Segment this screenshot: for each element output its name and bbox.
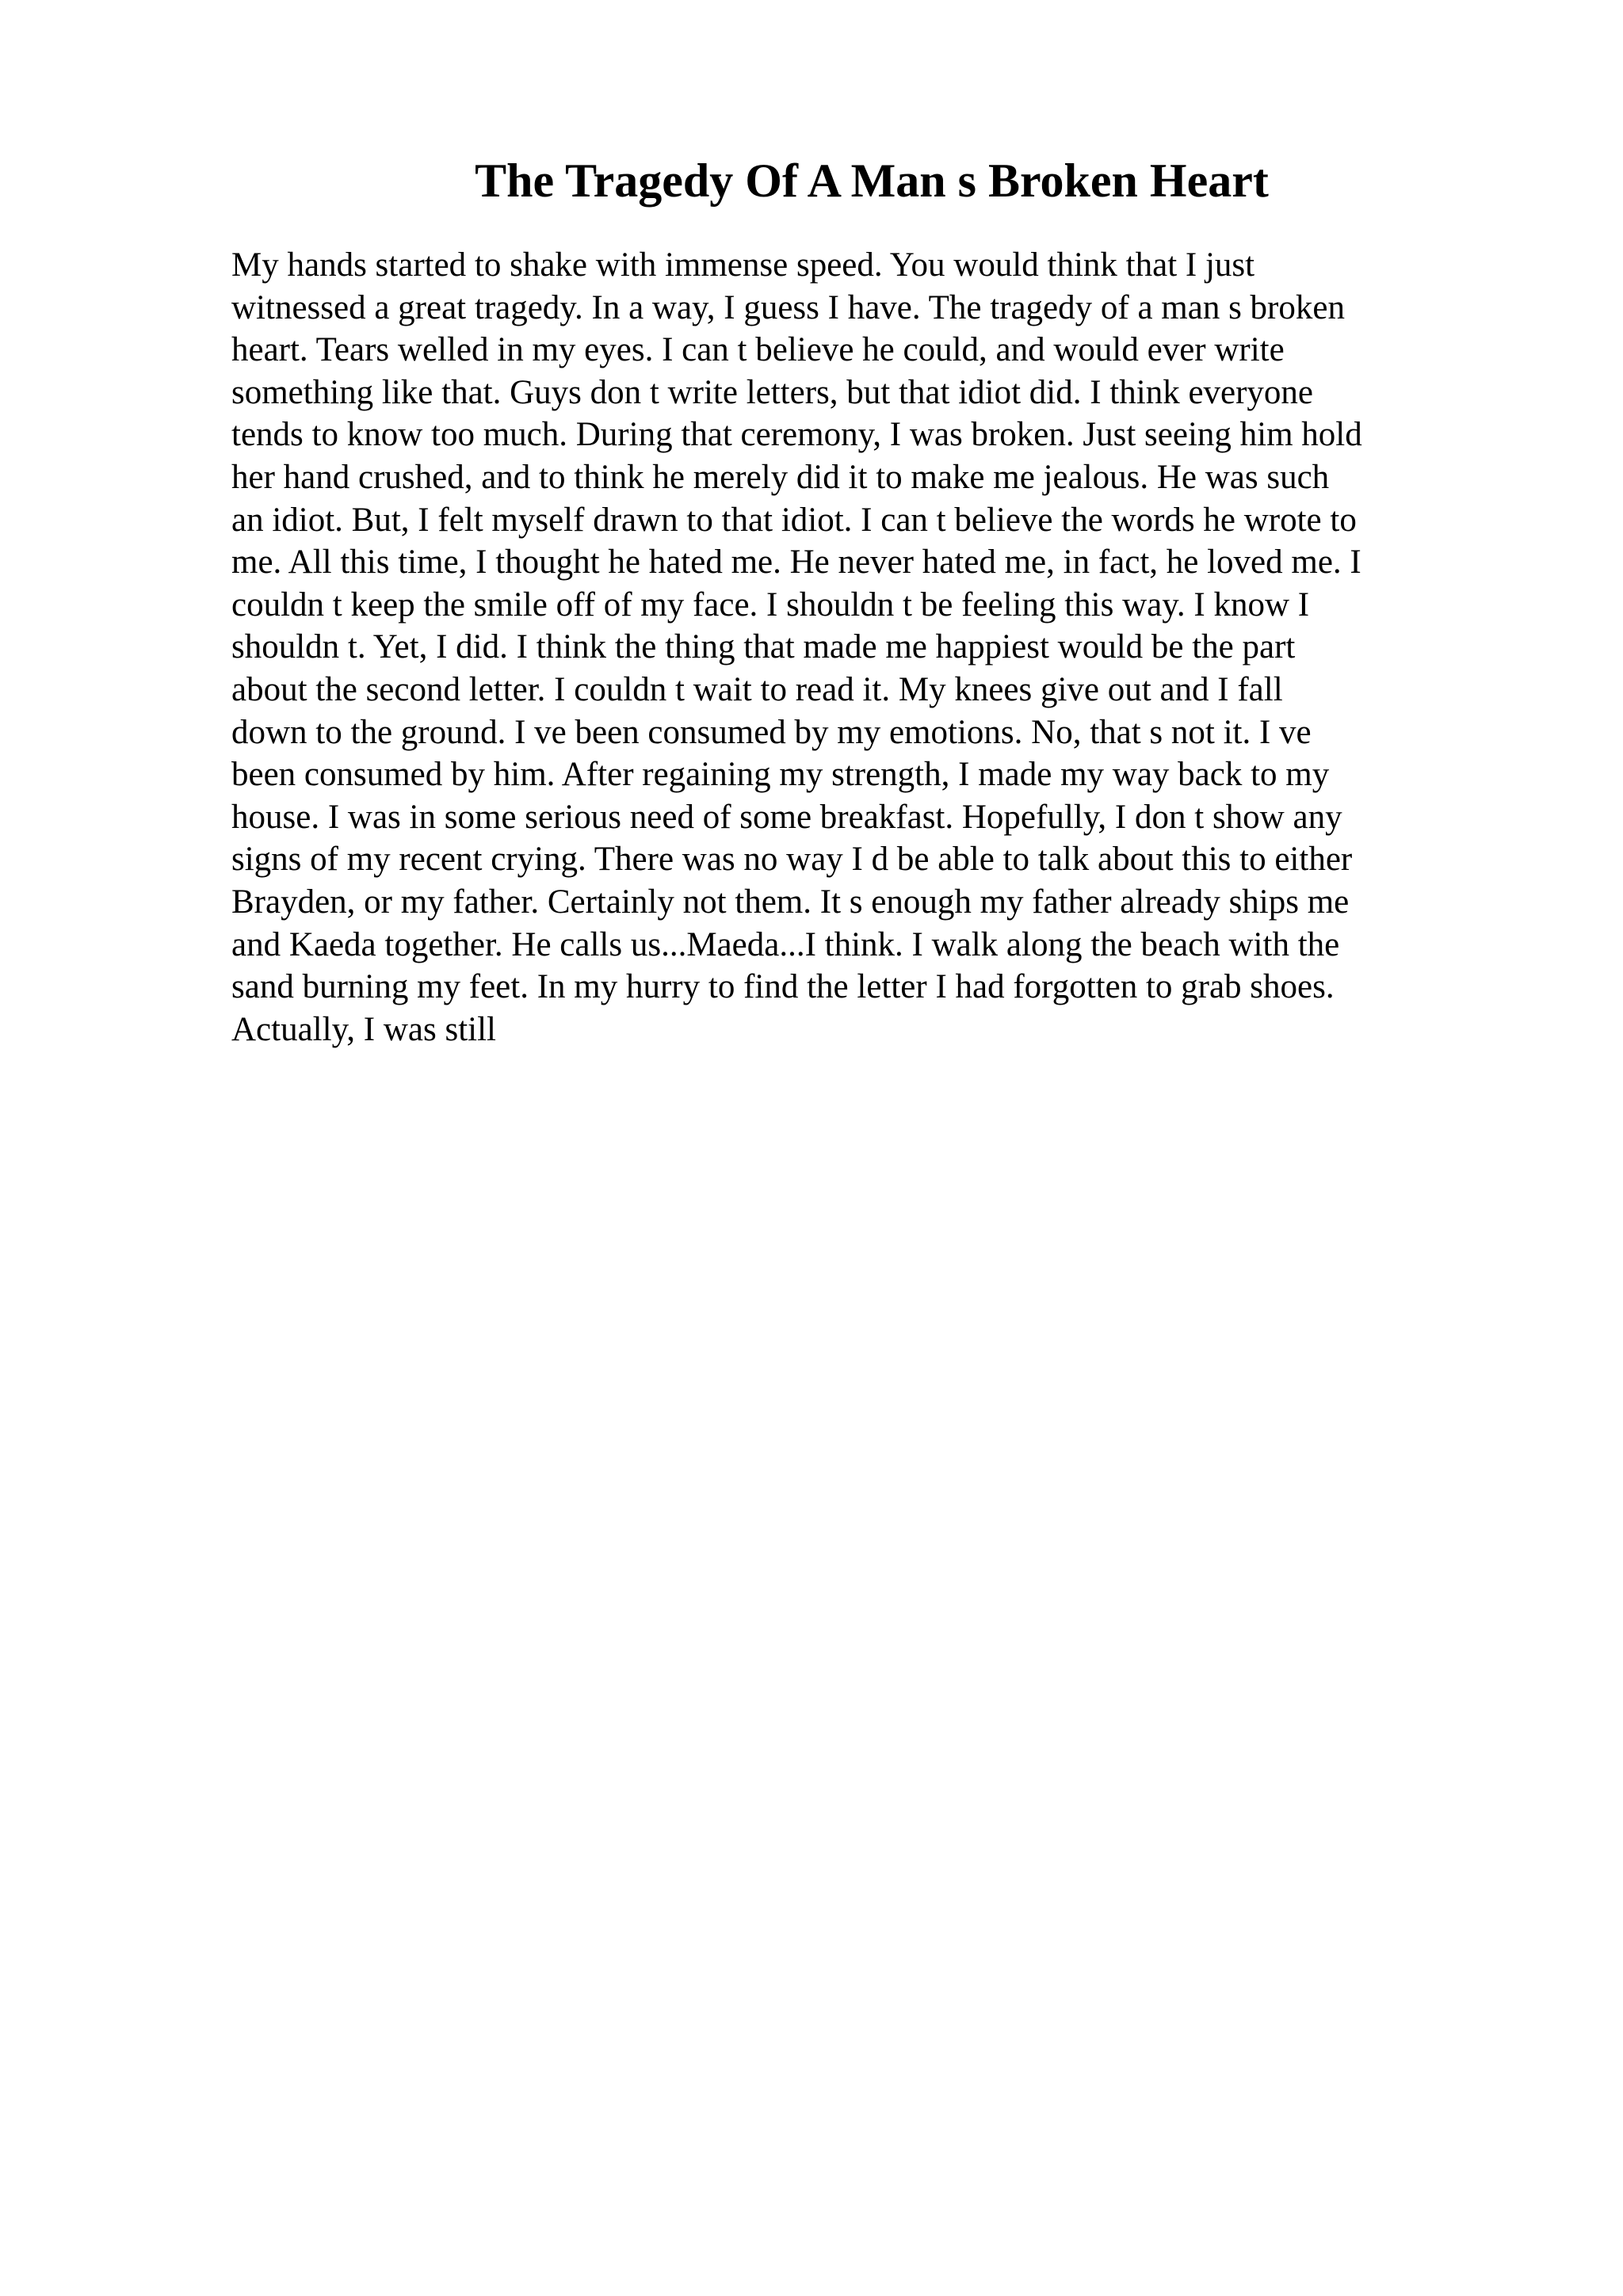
body-line: couldn t keep the smile off of my face. I shouldn t be feeling this way. I know I bbox=[231, 585, 1310, 624]
body-line: an idiot. But, I felt myself drawn to that idiot. I can t believe the words he wrote to bbox=[231, 501, 1357, 539]
body-line: shouldn t. Yet, I did. I think the thing that made me happiest would be the part bbox=[231, 628, 1296, 666]
body-line: My hands started to shake with immense speed. You would think that I just bbox=[231, 246, 1255, 284]
body-line: house. I was in some serious need of some breakfast. Hopefully, I don t show any bbox=[231, 798, 1342, 836]
body-line: signs of my recent crying. There was no way I d be able to talk about this to either bbox=[231, 841, 1353, 879]
body-line: heart. Tears welled in my eyes. I can t believe he could, and would ever write bbox=[231, 331, 1285, 369]
body-line: tends to know too much. During that ceremony, I was broken. Just seeing him hold bbox=[231, 416, 1362, 454]
body-line: Brayden, or my father. Certainly not them. It s enough my father already ships me bbox=[231, 883, 1350, 921]
body-line: something like that. Guys don t write letters, but that idiot did. I think everyone bbox=[231, 373, 1314, 411]
body-line: about the second letter. I couldn t wait to read it. My knees give out and I fall bbox=[231, 670, 1283, 708]
body-line: witnessed a great tragedy. In a way, I guess I have. The tragedy of a man s broken bbox=[231, 288, 1345, 326]
body-line: and Kaeda together. He calls us...Maeda...I think. I walk along the beach with the bbox=[231, 925, 1340, 963]
body-line: sand burning my feet. In my hurry to find the letter I had forgotten to grab shoes. bbox=[231, 968, 1335, 1006]
body-line: down to the ground. I ve been consumed by my emotions. No, that s not it. I ve bbox=[231, 713, 1312, 751]
body-line: me. All this time, I thought he hated me. He never hated me, in fact, he loved me. I bbox=[231, 543, 1361, 582]
document-body bbox=[231, 244, 1579, 1051]
body-line: been consumed by him. After regaining my strength, I made my way back to my bbox=[231, 756, 1330, 794]
body-line: her hand crushed, and to think he merely did it to make me jealous. He was such bbox=[231, 458, 1330, 496]
body-line: Actually, I was still bbox=[231, 1010, 496, 1048]
document-title: The Tragedy Of A Man s Broken Heart bbox=[475, 154, 1269, 207]
